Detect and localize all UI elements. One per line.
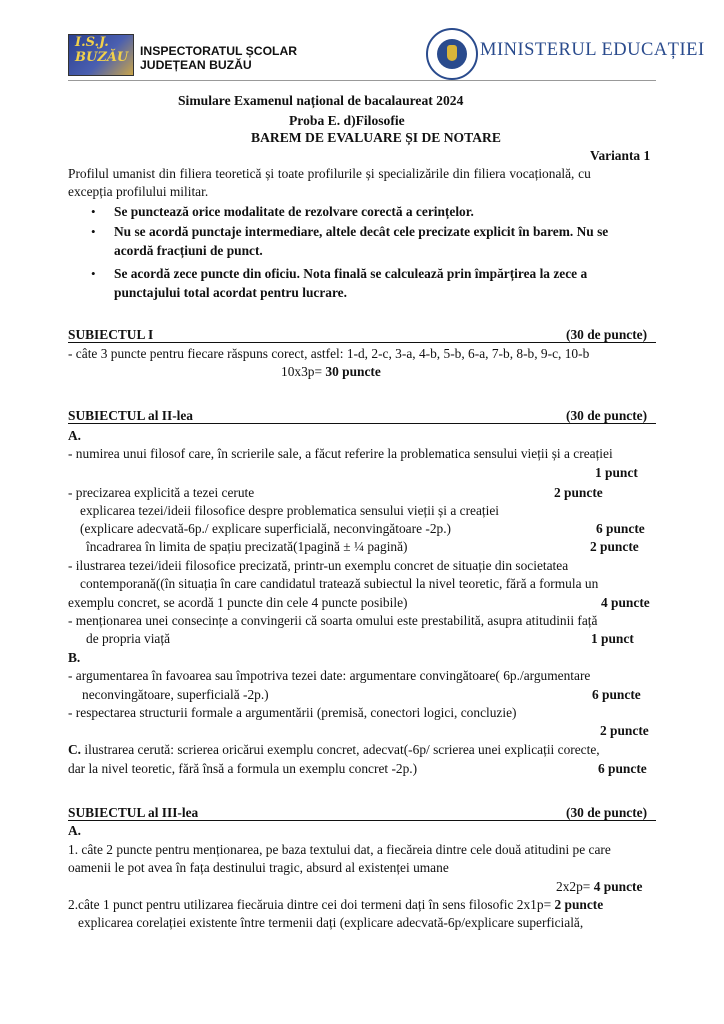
variant-label: Varianta 1 (590, 148, 651, 163)
s2-a7: contemporană((în situația în care candidatul tratează subiectul la nivel teoretic, fără a formula un (80, 576, 599, 591)
bullet-icon: • (91, 266, 96, 281)
s2-c2-points: 6 puncte (598, 761, 647, 776)
s2-c1-text: ilustrarea cerută: scrierea oricărui exemplu concret, adecvat(-6p/ scrierea unei explicații corecte, (81, 742, 600, 757)
intro-line2: excepția profilului militar. (68, 184, 209, 199)
isj-title-line1: INSPECTORATUL ȘCOLAR (140, 44, 298, 58)
bullet-icon: • (91, 224, 96, 239)
bullet-icon: • (91, 204, 96, 219)
rule-bullet-2-line1: Nu se acordă punctaje intermediare, altele decât cele precizate explicit în barem. Nu se (114, 224, 609, 239)
rule-bullet-3-line2: punctajului total acordat pentru lucrare. (114, 285, 347, 300)
s1-heading: SUBIECTUL I (68, 327, 154, 342)
s2-a9: - menționarea unei consecințe a convingerii că soarta omului este prestabilită, asupra atitudinii față (68, 613, 598, 628)
s2-a5-points: 2 puncte (590, 539, 639, 554)
s2-b2-points: 6 puncte (592, 687, 641, 702)
title-line2: Proba E. d)Filosofie (289, 113, 405, 128)
s3-heading: SUBIECTUL al III-lea (68, 805, 199, 820)
s2-b2: neconvingătoare, superficială -2p.) (82, 687, 269, 702)
isj-logo-text: I.S.J. BUZĂU (75, 35, 129, 65)
s3-l2: oamenii le pot avea în fața destinului tragic, absurd al existenței umane (68, 860, 449, 875)
s2-c2: dar la nivel teoretic, fără însă a formula un exemplu concret -2p.) (68, 761, 418, 776)
title-line3: BAREM DE EVALUARE ȘI DE NOTARE (251, 130, 501, 145)
s1-answers: - câte 3 puncte pentru fiecare răspuns corect, astfel: 1-d, 2-c, 3-a, 4-b, 5-b, 6-a, 7-b, 8-b, 9-c, 10-b (68, 346, 590, 361)
s3-l4-text: 2.câte 1 punct pentru utilizarea fiecăruia dintre cei doi termeni dați în sens filosofic 2x1p= (68, 897, 552, 912)
s2-a3: explicarea tezei/ideii filosofice despre problematica sensului vieții și a creației (80, 503, 500, 518)
s2-a4-points: 6 puncte (596, 521, 645, 536)
s2-a8: exemplu concret, se acordă 1 puncte din cele 4 puncte posibile) (68, 595, 408, 610)
ministry-emblem-icon (426, 28, 478, 80)
s3-l3 (556, 879, 642, 895)
s2-a2: - precizarea explicită a tezei cerute (68, 485, 255, 500)
rule-bullet-1: Se punctează orice modalitate de rezolvare corectă a cerințelor. (114, 204, 474, 219)
s2-a5: încadrarea în limita de spațiu precizată(1pagină ± ¼ pagină) (86, 539, 408, 554)
rule-bullet-3-line1: Se acordă zece puncte din oficiu. Nota finală se calculează prin împărțirea la zece a (114, 266, 588, 281)
s2-a8-points: 4 puncte (601, 595, 650, 610)
s2-c1 (68, 742, 600, 758)
s2-a6: - ilustrarea tezei/ideii filosofice precizată, printr-un exemplu concret de situație din societatea (68, 558, 569, 573)
s3-A-label: A. (68, 823, 82, 838)
isj-title-line2: JUDEȚEAN BUZĂU (140, 58, 252, 72)
isj-logo (68, 34, 134, 76)
s2-points: (30 de puncte) (566, 408, 648, 423)
s2-a4: (explicare adecvată-6p./ explicare superficială, neconvingătoare -2p.) (80, 521, 452, 536)
s2-C-label: C. (68, 742, 82, 757)
s2-a1: - numirea unui filosof care, în scrierile sale, a făcut referire la problematica sensului vieții și a creației (68, 446, 613, 461)
s1-calc (281, 364, 381, 380)
s2-b1: - argumentarea în favoarea sau împotriva tezei date: argumentare convingătoare( 6p./argumentare (68, 668, 591, 683)
s2-b3-points: 2 puncte (600, 723, 649, 738)
s1-calc-text: 10x3p= (281, 364, 323, 379)
s1-total: 30 puncte (325, 364, 381, 379)
s3-l1: 1. câte 2 puncte pentru menționarea, pe baza textului dat, a fiecăreia dintre cele două atitudini pe care (68, 842, 611, 857)
s3-l4 (68, 897, 603, 913)
ministry-title: MINISTERUL EDUCAȚIEI (480, 40, 705, 60)
title-line1: Simulare Examenul național de bacalaureat 2024 (178, 93, 464, 108)
s2-a10: de propria viață (86, 631, 171, 646)
s3-l3-points: 4 puncte (593, 879, 643, 894)
s3-l5: explicarea corelației existente între termenii dați (explicare adecvată-6p/explicare superficială, (78, 915, 584, 930)
s2-b3: - respectarea structurii formale a argumentării (premisă, conectori logici, concluzie) (68, 705, 517, 720)
s3-l4-points: 2 puncte (554, 897, 604, 912)
intro-line1: Profilul umanist din filiera teoretică și toate profilurile și specializările din filiera vocațională, cu (68, 166, 591, 181)
s3-points: (30 de puncte) (566, 805, 648, 820)
header-divider (68, 80, 656, 81)
s2-heading: SUBIECTUL al II-lea (68, 408, 194, 423)
s2-a10-points: 1 punct (591, 631, 634, 646)
s2-a1-points: 1 punct (595, 465, 638, 480)
rule-bullet-2-line2: acordă fracțiuni de punct. (114, 243, 263, 258)
s2-A-label: A. (68, 428, 82, 443)
s2-a2-points: 2 puncte (554, 485, 603, 500)
s1-points: (30 de puncte) (566, 327, 648, 342)
s2-B-label: B. (68, 650, 81, 665)
s3-l3-calc: 2x2p= (556, 879, 591, 894)
